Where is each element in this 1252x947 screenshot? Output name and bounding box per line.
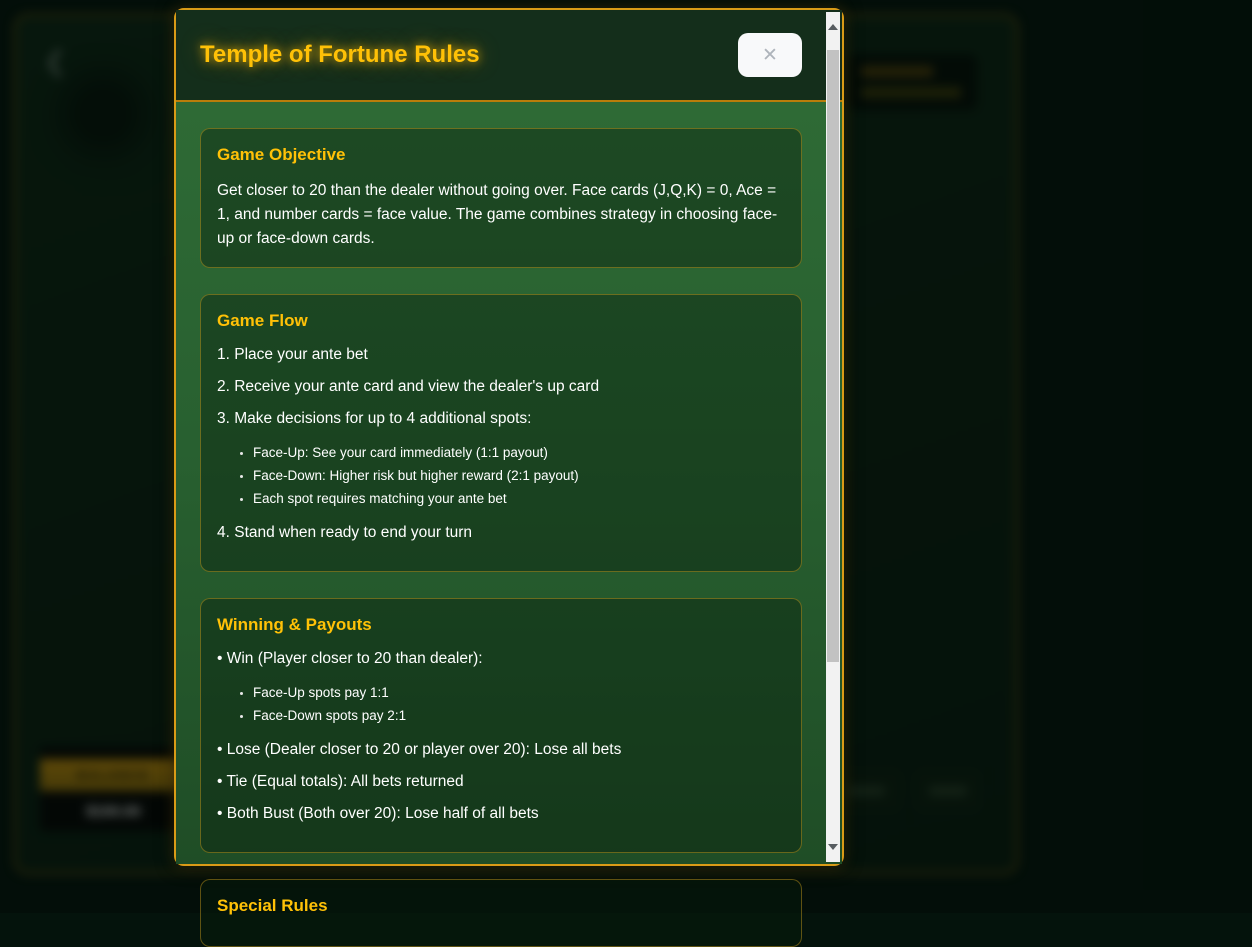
modal-title: Temple of Fortune Rules	[200, 41, 480, 68]
payout-line: • Tie (Equal totals): All bets returned	[217, 773, 464, 790]
section-heading: Game Objective	[217, 145, 346, 164]
flow-step: 2. Receive your ante card and view the dealer's up card	[217, 378, 600, 395]
section-game-flow	[200, 294, 802, 572]
section-winning-payouts	[200, 598, 802, 853]
flow-sub-item: • Each spot requires matching your ante bet	[253, 487, 785, 510]
close-button[interactable]	[738, 33, 802, 77]
modal-scrollbar[interactable]	[826, 12, 840, 862]
rules-modal	[174, 8, 844, 915]
flow-step: 1. Place your ante bet	[217, 346, 368, 363]
section-heading: Game Flow	[217, 311, 308, 330]
flow-sub-list	[217, 441, 785, 510]
payout-sub-item: • Face-Up spots pay 1:1	[253, 681, 785, 704]
section-paragraph: Get closer to 20 than the dealer without going over. Face cards (J,Q,K) = 0, Ace = 1, and number cards = face value. The game combines strategy in choosing face-up or face-down cards.	[217, 182, 778, 247]
flow-step: 3. Make decisions for up to 4 additional spots:	[217, 410, 532, 427]
scrollbar-thumb[interactable]	[827, 50, 839, 662]
payout-sub-item: • Face-Down spots pay 2:1	[253, 704, 785, 727]
flow-step: 4. Stand when ready to end your turn	[217, 524, 473, 541]
scrollbar-up-arrow[interactable]	[826, 20, 840, 34]
section-special-rules	[200, 879, 802, 947]
flow-sub-item: • Face-Up: See your card immediately (1:1 payout)	[253, 441, 785, 464]
section-game-objective	[200, 128, 802, 268]
close-icon: ✕	[762, 44, 778, 66]
section-heading: Special Rules	[217, 896, 328, 915]
payout-line: • Win (Player closer to 20 than dealer):	[217, 650, 483, 667]
payout-line: • Lose (Dealer closer to 20 or player over 20): Lose all bets	[217, 741, 622, 758]
payout-sub-list	[217, 681, 785, 727]
flow-sub-item: • Face-Down: Higher risk but higher reward (2:1 payout)	[253, 464, 785, 487]
payout-line: • Both Bust (Both over 20): Lose half of all bets	[217, 805, 539, 822]
scrollbar-down-arrow[interactable]	[826, 840, 840, 854]
modal-scroll-area[interactable]	[176, 102, 842, 915]
section-heading: Winning & Payouts	[217, 615, 372, 634]
modal-header	[176, 10, 842, 102]
